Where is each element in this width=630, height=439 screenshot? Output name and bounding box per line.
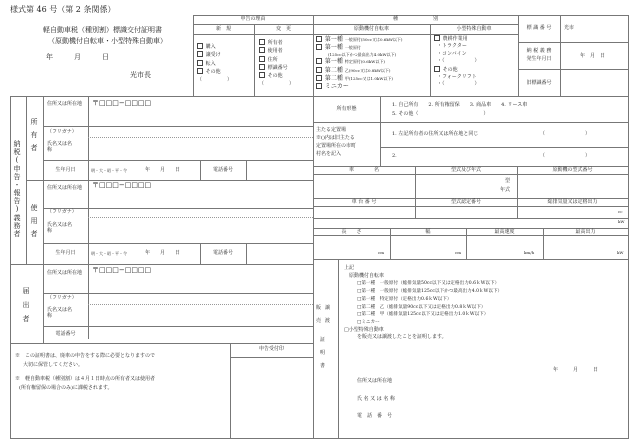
- receipt-stamp-area: [231, 358, 312, 438]
- vehicle-name-input[interactable]: [314, 175, 414, 197]
- model-unit: 型: [505, 178, 511, 184]
- sale-item-5[interactable]: □第二種 甲（総排気量125cc以下又は定格出力1.0ｋW以下）: [357, 312, 489, 318]
- user-birth-label: 生年月日: [55, 250, 76, 256]
- moped-option-1[interactable]: 第一種 一般原付(50cc又は0.6kW以下): [316, 36, 402, 44]
- issue-date: 年 月 日: [46, 53, 109, 61]
- change-option-address[interactable]: 住所: [259, 56, 294, 64]
- applicant-name-label: 氏名又は名称: [47, 307, 73, 320]
- taxpayer-section-label: 納税(申告・報告)義務者: [13, 140, 21, 238]
- ownership-label: 所有形態: [336, 106, 357, 112]
- user-address-label: 住所又は所在地: [47, 185, 83, 191]
- change-option-plate[interactable]: 標識番号: [259, 64, 294, 72]
- length-header: 長 さ: [341, 229, 362, 235]
- checkbox-icon[interactable]: [259, 72, 265, 78]
- owner-furigana-label: （フリガナ）: [47, 129, 77, 135]
- user-birth-date-input[interactable]: 年 月 日: [145, 250, 181, 256]
- old-plate-input[interactable]: [561, 70, 627, 95]
- tax-date-label-1: 納 税 義 務: [526, 48, 552, 54]
- checkbox-icon[interactable]: [316, 75, 322, 81]
- owner-label: 所有者: [30, 118, 38, 157]
- seller-phone-label: 電 話 番 号: [357, 413, 393, 419]
- tax-date-label-2: 発生年月日: [526, 56, 552, 62]
- sale-cert-label-col2: 譲 渡: [325, 305, 331, 324]
- storage-option-1[interactable]: 1. 左記所有者の住所又は所在地と同じ: [392, 131, 479, 137]
- plate-number-label: 標 識 番 号: [526, 25, 552, 31]
- moped-header: 原動機付自転車: [353, 26, 389, 32]
- sale-item-4[interactable]: □第二種 乙（総排気量90cc以下又は定格出力0.8ｋW以下）: [357, 304, 486, 310]
- checkbox-icon[interactable]: [316, 67, 322, 73]
- moped-option-minicar[interactable]: ミニカー: [316, 83, 402, 91]
- max-power-header: 最高出力: [575, 229, 596, 235]
- user-phone-input[interactable]: [247, 244, 312, 263]
- small-special-options: 農耕作業用 ・トラクター ・コンバイン ・（ ） その他 ・フォークリフト ・（ ）: [434, 35, 480, 89]
- sale-cert-date[interactable]: 年 月 日: [553, 367, 599, 373]
- agri-other-input[interactable]: ・（ ）: [437, 58, 480, 65]
- user-label: 使用者: [30, 204, 38, 243]
- vehicle-name-header: 車 名: [348, 167, 379, 173]
- small-special-header: 小型特殊自動車: [456, 26, 492, 32]
- moped-option-5[interactable]: 第二種 甲(125cc又は1.0kW以下): [316, 75, 402, 83]
- sale-item-3[interactable]: □第一種 特定原付（定格出力0.6ｋW以下）: [357, 296, 452, 302]
- ownership-options-line2[interactable]: 5. その他（ ）: [392, 111, 489, 117]
- seller-address-input[interactable]: [410, 376, 625, 388]
- checkbox-icon[interactable]: [434, 35, 440, 41]
- moped-option-2[interactable]: 第一種 一般原付: [316, 44, 402, 52]
- change-other-input[interactable]: （ ）: [259, 81, 295, 88]
- engine-model-input[interactable]: [518, 175, 627, 197]
- new-option-other[interactable]: その他: [197, 68, 232, 76]
- applicant-label: 届出者: [22, 287, 30, 329]
- change-option-owner[interactable]: 所有者: [259, 39, 294, 47]
- kw-unit: kW: [618, 219, 625, 224]
- checkbox-icon[interactable]: [259, 56, 265, 62]
- owner-phone-label: 電話番号: [212, 167, 233, 173]
- sale-item-small-special[interactable]: □小型特殊自動車: [344, 326, 384, 333]
- model-year-header: 型式及び年式: [450, 167, 481, 173]
- frame-number-input[interactable]: [314, 207, 414, 227]
- checkbox-icon[interactable]: [434, 66, 440, 72]
- plate-number-value[interactable]: 光市: [564, 25, 575, 31]
- checkbox-icon[interactable]: [259, 47, 265, 53]
- small-special-agri[interactable]: 農耕作業用: [434, 35, 480, 43]
- sale-cert-label-col1: 販 売 証 明 書: [316, 305, 326, 369]
- new-option-transfer[interactable]: 譲受け: [197, 51, 232, 59]
- owner-address-input[interactable]: [89, 108, 312, 125]
- moped-option-3[interactable]: 第一種 特定原付(0.6kW以下): [316, 58, 402, 66]
- checkbox-icon[interactable]: [259, 39, 265, 45]
- ownership-options-line1[interactable]: 1. 自己所有 2. 所有権留保 3. 商品車 4. リース車: [392, 102, 528, 108]
- note-2: ※ 軽自動車税（種別割）は４月１日時点の所有者又は使用者: [15, 376, 156, 382]
- sale-item-minicar[interactable]: □ミニカー: [357, 319, 380, 325]
- applicant-phone-input[interactable]: [89, 327, 312, 342]
- frame-number-header: 車 台 番 号: [351, 199, 377, 205]
- sale-item-1[interactable]: □第一種 一般原付（総排気量50cc以下又は定格出力0.6ｋW以下）: [357, 281, 500, 287]
- new-option-purchase[interactable]: 購入: [197, 43, 232, 51]
- checkbox-icon[interactable]: [316, 58, 322, 64]
- displacement-header: 総排気量又は定格出力: [547, 199, 598, 205]
- certificate-subtitle: （原動機付自転車・小型特殊自動車）: [48, 37, 167, 45]
- checkbox-icon[interactable]: [259, 64, 265, 70]
- applicant-address-input[interactable]: [89, 275, 312, 292]
- type-approval-header: 型式認定番号: [450, 199, 481, 205]
- notes: [15, 352, 155, 393]
- new-header: 新 規: [215, 26, 231, 32]
- change-option-user[interactable]: 使用者: [259, 47, 294, 55]
- checkbox-icon[interactable]: [197, 68, 203, 74]
- note-1: ※ この証明書は、廃車の申告をする際に必要となりますので: [15, 353, 156, 359]
- applicant-furigana-label: （フリガナ）: [47, 295, 77, 301]
- seller-address-label: 住所又は所在地: [357, 378, 393, 384]
- length-unit: cm: [378, 250, 385, 255]
- user-era-select[interactable]: 明・大・昭・平・令: [91, 251, 127, 256]
- power-unit: kW: [617, 250, 624, 255]
- user-furigana-label: （フリガナ）: [47, 209, 77, 215]
- sale-cert-body: 上記 原動機付自転車 □第一種 一般原付（総排気量50cc以下又は定格出力0.6ｋW以下） □第一種 一般原付（総排気量125cc以下かつ最高出力4.0ｋW以下） □第一種 特定原付（定格出力0.6ｋW以下） □第二種 乙（総排気量90cc以下又は定格出力0.8ｋW以下） □第二種 甲（総排気量125cc以下又は定格出力1.0ｋW以下） □ミニカー □小型特殊自動車 を販売又は譲渡したことを証明します。: [344, 265, 503, 341]
- storage-option-2-paren[interactable]: （ ）: [540, 153, 591, 159]
- applicant-phone-label: 電話番号: [55, 331, 76, 337]
- checkbox-icon[interactable]: [197, 43, 203, 49]
- new-options: [197, 43, 232, 84]
- checkbox-icon[interactable]: [197, 51, 203, 57]
- note-2-cont: (所有権留保の場合のみ)に課税されます。: [19, 385, 113, 391]
- seller-phone-input[interactable]: [410, 410, 625, 422]
- owner-birth-label: 生年月日: [55, 167, 76, 173]
- form-number: 様式第 46 号（第 2 条関係）: [10, 5, 116, 14]
- small-special-other[interactable]: その他: [434, 66, 480, 74]
- width-unit: cm: [455, 250, 462, 255]
- owner-birth-date-input[interactable]: 年 月 日: [145, 167, 181, 173]
- year-unit: 年式: [500, 187, 511, 193]
- change-header: 変 更: [275, 26, 291, 32]
- change-option-other[interactable]: その他: [259, 72, 294, 80]
- moped-options: 第一種 一般原付(50cc又は0.6kW以下) 第一種 一般原付 (125cc以下かつ最高出力4.0kW以下) 第一種 特定原付(0.6kW以下) 第二種 乙(90cc又は0.8kW以下) 第二種 甲(125cc又は1.0kW以下) ミニカー: [316, 36, 402, 91]
- certificate-title: 軽自動車税（種別割）標識交付証明書: [43, 26, 162, 34]
- moped-option-4[interactable]: 第二種 乙(90cc又は0.8kW以下): [316, 67, 402, 75]
- receipt-stamp-label: 申告受付印: [258, 346, 284, 352]
- storage-option-1-paren[interactable]: （ ）: [540, 131, 591, 137]
- user-name-input[interactable]: [89, 218, 312, 242]
- change-options: [259, 39, 294, 89]
- other-type-input[interactable]: ・（ ）: [437, 81, 480, 88]
- engine-model-header: 原動機の型式番号: [552, 167, 593, 173]
- new-other-input[interactable]: （ ）: [197, 77, 233, 84]
- owner-furigana-input[interactable]: [89, 127, 312, 136]
- old-plate-label: 旧標識番号: [526, 80, 552, 86]
- owner-name-label: 氏名又は名称: [47, 141, 73, 154]
- tax-date-value[interactable]: 年 月 日: [580, 53, 606, 59]
- vehicle-type-header: 種 別: [392, 16, 438, 22]
- width-header: 幅: [425, 229, 431, 235]
- owner-era-select[interactable]: 明・大・昭・平・令: [91, 168, 127, 173]
- cc-unit: cc: [618, 209, 623, 214]
- new-option-move-in[interactable]: 転入: [197, 60, 232, 68]
- checkbox-icon[interactable]: [316, 83, 322, 89]
- seller-name-label: 氏 名 又 は 名 称: [357, 396, 395, 402]
- seller-name-input[interactable]: [410, 393, 625, 405]
- storage-label: 主たる定置場 ※()内は旧主たる 定置場所在の市町 村名を記入: [316, 127, 357, 157]
- checkbox-icon[interactable]: [316, 44, 322, 50]
- applicant-furigana-input[interactable]: [89, 294, 312, 303]
- max-speed-header: 最高速度: [494, 229, 515, 235]
- owner-address-label: 住所又は所在地: [47, 101, 83, 107]
- speed-unit: km/h: [524, 250, 535, 255]
- declaration-reason-header: 申告の理由: [240, 16, 266, 22]
- checkbox-icon[interactable]: [197, 60, 203, 66]
- checkbox-icon[interactable]: [316, 36, 322, 42]
- applicant-address-label: 住所又は所在地: [47, 270, 83, 276]
- user-furigana-input[interactable]: [89, 209, 312, 216]
- owner-phone-input[interactable]: [247, 161, 312, 179]
- type-approval-input[interactable]: [416, 207, 516, 227]
- user-phone-label: 電話番号: [212, 250, 233, 256]
- note-1-cont: 大切に保管してください。: [23, 362, 84, 368]
- user-name-label: 氏名又は名称: [47, 222, 73, 235]
- storage-option-2[interactable]: 2.: [392, 153, 397, 159]
- user-postal-input[interactable]: 〒□□□−□□□□: [92, 181, 152, 189]
- user-address-input[interactable]: [89, 190, 312, 207]
- issuer: 光市長: [130, 71, 151, 79]
- applicant-postal-input[interactable]: 〒□□□−□□□□: [92, 266, 152, 274]
- owner-name-input[interactable]: [89, 138, 312, 159]
- applicant-name-input[interactable]: [89, 305, 312, 325]
- owner-postal-input[interactable]: 〒□□□−□□□□: [92, 99, 152, 107]
- sale-item-2[interactable]: □第一種 一般原付（総排気量125cc以下かつ最高出力4.0ｋW以下）: [357, 289, 503, 295]
